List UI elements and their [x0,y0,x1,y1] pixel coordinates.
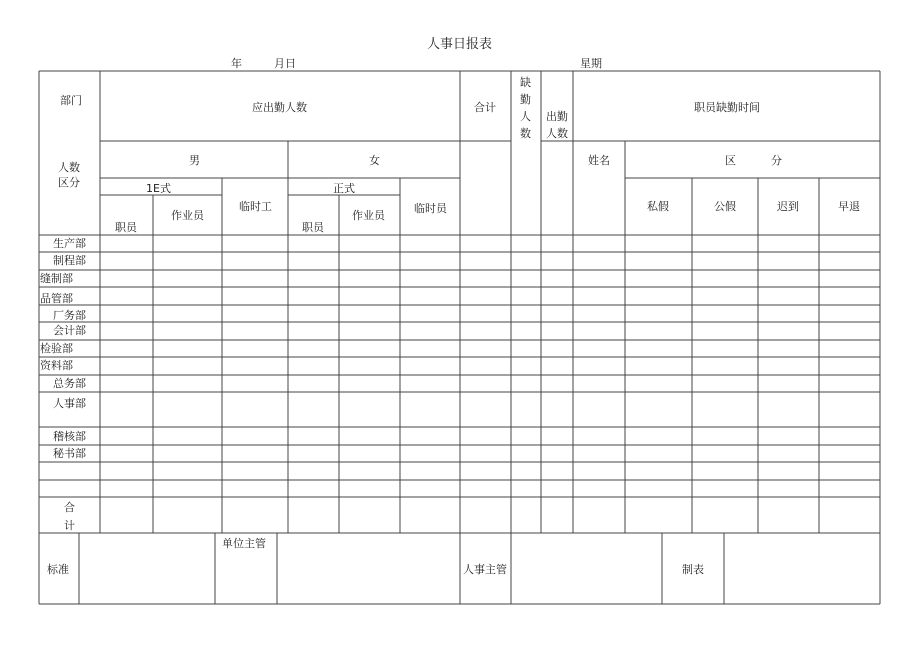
present-line-1: 出勤 [546,110,568,123]
qu-header: 区 [725,154,736,167]
footer-hr-supervisor: 人事主管 [463,563,507,576]
dept-row-label: 缝制部 [40,272,73,285]
dept-row-label: 会计部 [53,324,86,337]
dept-row-label: 总务部 [53,377,86,390]
name-header: 姓名 [588,154,610,167]
absent-char-4: 数 [520,127,531,140]
dept-row-label: 制程部 [53,254,86,267]
dept-row-label: 检验部 [40,342,73,355]
male-header: 男 [189,154,200,167]
date-year: 年 [231,57,242,70]
female-temp-header: 临时员 [414,202,447,215]
absent-char-3: 人 [520,110,531,123]
fen-header: 分 [771,154,782,167]
personal-leave-header: 私假 [647,200,669,213]
dept-row-label: 稽核部 [53,430,86,443]
male-temp-header: 临时工 [239,200,272,213]
total-row-char-2: 计 [64,519,75,532]
dept-row-label: 生产部 [53,237,86,250]
count-header: 人数 [58,161,80,174]
category-header: 区分 [58,176,80,189]
report-title: 人事日报表 [427,37,493,52]
dept-row-label: 秘书部 [53,447,86,460]
absent-char-1: 缺 [520,76,531,89]
male-staff-header: 职员 [115,221,137,234]
date-month-day: 月日 [274,57,296,70]
dept-row-label: 人事部 [53,397,86,410]
footer-prepared-by: 制表 [682,563,704,576]
female-worker-header: 作业员 [352,209,385,222]
late-header: 迟到 [777,200,799,213]
footer-unit-supervisor: 单位主管 [222,537,266,550]
female-staff-header: 职员 [302,221,324,234]
female-header: 女 [369,154,380,167]
present-line-2: 人数 [546,127,568,140]
dept-row-label: 资料部 [40,359,73,372]
male-formal-header: 1E式 [146,182,171,195]
total-row-char-1: 合 [64,501,75,514]
official-leave-header: 公假 [714,200,736,213]
footer-standard: 标准 [47,563,69,576]
early-leave-header: 早退 [838,200,860,213]
date-weekday: 星期 [580,57,602,70]
female-formal-header: 正式 [333,182,355,195]
total-header: 合计 [474,101,496,114]
absence-time-header: 职员缺勤时间 [694,101,760,114]
absent-char-2: 勤 [520,93,531,106]
dept-row-label: 厂务部 [53,309,86,322]
expected-attendance-header: 应出勤人数 [252,101,307,114]
dept-header: 部门 [60,94,82,107]
dept-row-label: 品管部 [40,292,73,305]
male-worker-header: 作业员 [171,209,204,222]
